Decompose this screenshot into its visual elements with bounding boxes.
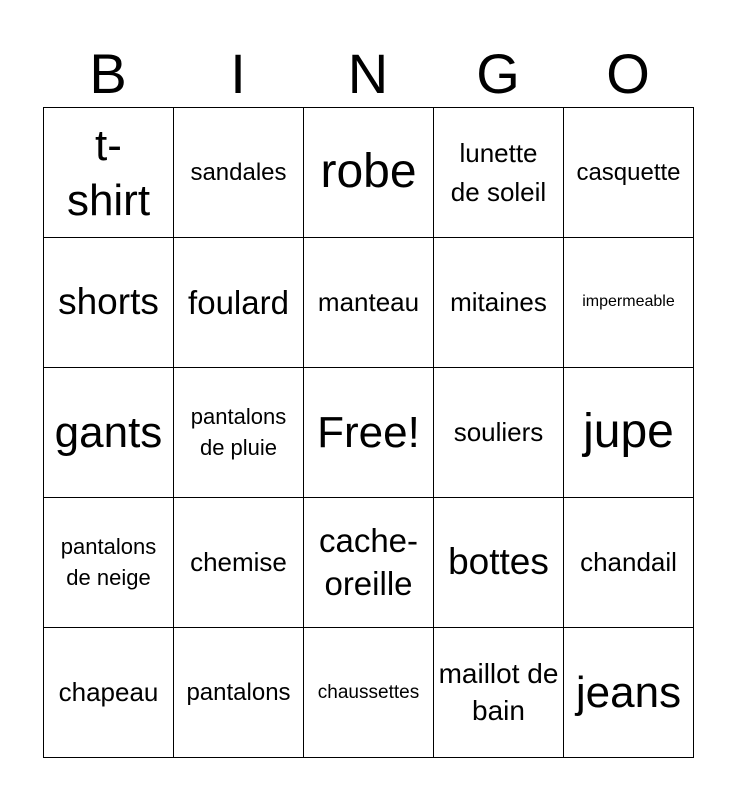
bingo-cell[interactable]: [304, 108, 434, 238]
cell-label: bottes: [448, 541, 549, 583]
bingo-cell[interactable]: [304, 498, 434, 628]
cell-label: foulard: [188, 283, 289, 321]
cell-label: chaussettes: [317, 681, 420, 703]
cell-label: robe: [320, 145, 417, 199]
cell-label: manteau: [317, 286, 420, 317]
cell-label: cache-oreille: [318, 521, 419, 602]
cell-label: impermeable: [582, 293, 675, 311]
cell-label: mitaines: [450, 286, 547, 317]
bingo-cell[interactable]: [434, 628, 564, 758]
bingo-cell[interactable]: [44, 628, 174, 758]
header-letter-i: I: [230, 42, 246, 105]
bingo-cell[interactable]: [174, 628, 304, 758]
cell-label: chandail: [580, 546, 677, 577]
bingo-header: [43, 40, 693, 108]
cell-label: maillot de bain: [438, 658, 559, 726]
bingo-cell[interactable]: [434, 368, 564, 498]
cell-label: jeans: [575, 668, 682, 717]
bingo-cell[interactable]: [174, 238, 304, 368]
bingo-cell[interactable]: [44, 368, 174, 498]
bingo-cell[interactable]: [304, 628, 434, 758]
header-letter-n: N: [347, 42, 389, 105]
bingo-cell[interactable]: [44, 238, 174, 368]
bingo-cell[interactable]: [434, 108, 564, 238]
bingo-cell[interactable]: [564, 498, 694, 628]
bingo-cell[interactable]: [434, 498, 564, 628]
bingo-cell[interactable]: [564, 238, 694, 368]
cell-label: chapeau: [58, 676, 159, 707]
cell-label: jupe: [583, 405, 674, 459]
free-space: Free!: [317, 408, 420, 457]
cell-label: casquette: [576, 158, 681, 186]
cell-label: lunette de soleil: [450, 137, 547, 207]
cell-label: shorts: [58, 281, 159, 323]
bingo-board: [43, 107, 694, 758]
bingo-cell[interactable]: [44, 498, 174, 628]
cell-label: sandales: [190, 158, 287, 186]
bingo-cell[interactable]: [174, 368, 304, 498]
bingo-cell[interactable]: [564, 628, 694, 758]
cell-label: pantalons de pluie: [190, 403, 287, 460]
bingo-cell[interactable]: [304, 368, 434, 498]
bingo-cell[interactable]: [434, 238, 564, 368]
bingo-cell[interactable]: [304, 238, 434, 368]
bingo-cell[interactable]: [564, 368, 694, 498]
cell-label: t-shirt: [66, 120, 151, 225]
header-letter-g: G: [476, 42, 520, 105]
bingo-cell[interactable]: [44, 108, 174, 238]
cell-label: pantalons de neige: [60, 533, 157, 590]
bingo-cell[interactable]: [174, 498, 304, 628]
header-letter-o: O: [606, 42, 650, 105]
cell-label: souliers: [453, 416, 544, 447]
header-letter-b: B: [89, 42, 127, 105]
cell-label: gants: [54, 408, 163, 457]
bingo-cell[interactable]: [564, 108, 694, 238]
bingo-cell[interactable]: [174, 108, 304, 238]
cell-label: chemise: [190, 546, 287, 577]
cell-label: pantalons: [186, 678, 291, 706]
